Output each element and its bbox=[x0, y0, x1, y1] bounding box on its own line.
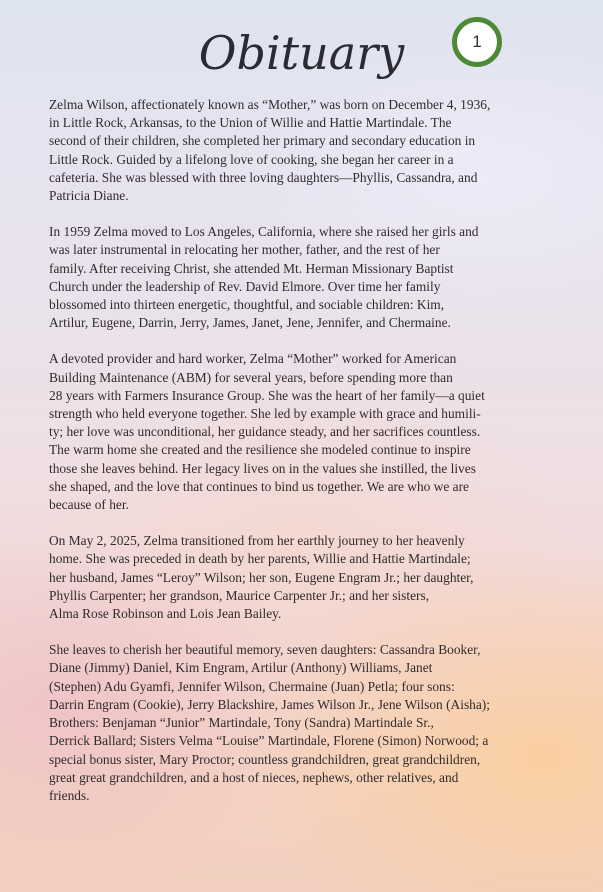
text-line: 28 years with Farmers Insurance Group. She was the heart of her family—a quiet bbox=[49, 387, 485, 403]
text-line: She leaves to cherish her beautiful memory, seven daughters: Cassandra Booker, bbox=[49, 642, 481, 658]
text-line: cafeteria. She was blessed with three loving daughters—Phyllis, Cassandra, and bbox=[49, 169, 478, 185]
page-title: Obituary bbox=[198, 26, 405, 80]
text-line: (Stephen) Adu Gyamfi, Jennifer Wilson, Chermaine (Juan) Petla; four sons: bbox=[49, 678, 455, 694]
text-line: special bonus sister, Mary Proctor; countless grandchildren, great grandchildren, bbox=[49, 751, 481, 767]
paragraph-career bbox=[49, 350, 561, 514]
text-line: A devoted provider and hard worker, Zelma “Mother” worked for American bbox=[49, 351, 457, 367]
text-line: In 1959 Zelma moved to Los Angeles, California, where she raised her girls and bbox=[49, 224, 479, 240]
text-line: Derrick Ballard; Sisters Velma “Louise” Martindale, Florene (Simon) Norwood; a bbox=[49, 733, 489, 749]
text-line: she shaped, and the love that continues to bind us together. We are who we are bbox=[49, 478, 469, 494]
text-line: because of her. bbox=[49, 497, 129, 513]
text-line: ty; her love was unconditional, her guidance steady, and her sacrifices countless. bbox=[49, 424, 481, 440]
text-line: Diane (Jimmy) Daniel, Kim Engram, Artilur (Anthony) Williams, Janet bbox=[49, 660, 433, 676]
paragraph-move bbox=[49, 223, 561, 332]
text-line: The warm home she created and the resilience she modeled continue to inspire bbox=[49, 442, 471, 458]
text-line: those she leaves behind. Her legacy lives on in the values she instilled, the lives bbox=[49, 460, 476, 476]
text-line: Zelma Wilson, affectionately known as “Mother,” was born on December 4, 1936, bbox=[49, 97, 491, 112]
text-line: in Little Rock, Arkansas, to the Union of Willie and Hattie Martindale. The bbox=[49, 115, 452, 131]
text-line: Artilur, Eugene, Darrin, Jerry, James, Janet, Jene, Jennifer, and Chermaine. bbox=[49, 315, 451, 331]
paragraph-survivors bbox=[49, 641, 561, 805]
text-line: blossomed into thirteen energetic, thoughtful, and sociable children: Kim, bbox=[49, 297, 445, 313]
text-line: home. She was preceded in death by her parents, Willie and Hattie Martindale; bbox=[49, 551, 471, 567]
obituary-body bbox=[49, 96, 561, 823]
text-line: Building Maintenance (ABM) for several years, before spending more than bbox=[49, 369, 453, 385]
text-line: On May 2, 2025, Zelma transitioned from her earthly journey to her heavenly bbox=[49, 533, 465, 549]
paragraph-birth bbox=[49, 96, 561, 205]
text-line: Alma Rose Robinson and Lois Jean Bailey. bbox=[49, 606, 282, 622]
text-line: Brothers: Benjaman “Junior” Martindale, Tony (Sandra) Martindale Sr., bbox=[49, 715, 434, 731]
paragraph-passing bbox=[49, 532, 561, 623]
text-line: Patricia Diane. bbox=[49, 188, 129, 204]
text-line: family. After receiving Christ, she attended Mt. Herman Missionary Baptist bbox=[49, 260, 454, 276]
text-line: Phyllis Carpenter; her grandson, Maurice Carpenter Jr.; and her sisters, bbox=[49, 587, 430, 603]
text-line: friends. bbox=[49, 787, 90, 803]
text-line: great great grandchildren, and a host of nieces, nephews, other relatives, and bbox=[49, 769, 459, 785]
text-line: strength who held everyone together. She led by example with grace and humili- bbox=[49, 406, 481, 422]
text-line: Little Rock. Guided by a lifelong love of cooking, she began her career in a bbox=[49, 151, 454, 167]
text-line: was later instrumental in relocating her mother, father, and the rest of her bbox=[49, 242, 440, 258]
text-line: Church under the leadership of Rev. David Elmore. Over time her family bbox=[49, 278, 441, 294]
text-line: second of their children, she completed her primary and secondary education in bbox=[49, 133, 476, 149]
text-line: Darrin Engram (Cookie), Jerry Blackshire, James Wilson Jr., Jene Wilson (Aisha); bbox=[49, 696, 490, 712]
page-number: 1 bbox=[472, 32, 482, 51]
text-line: her husband, James “Leroy” Wilson; her son, Eugene Engram Jr.; her daughter, bbox=[49, 569, 474, 585]
